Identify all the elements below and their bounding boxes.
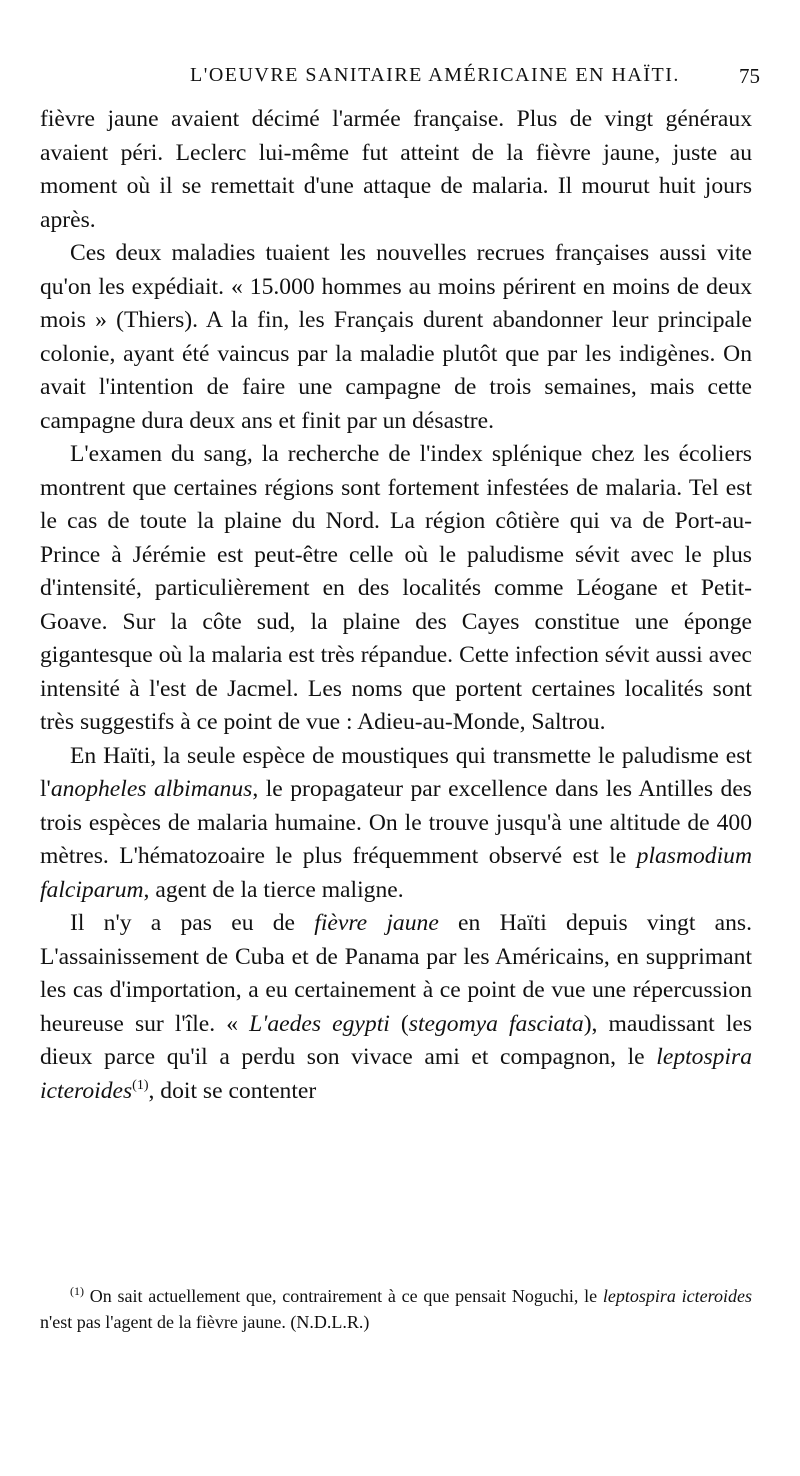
footnote-text-a: On sait actuellement que, contrairement à ce que pensait Noguchi, le (84, 1286, 603, 1306)
paragraph-5 (40, 907, 752, 1108)
footnote-mark: (1) (70, 1284, 84, 1298)
paragraph-5-text-a: Il n'y a pas eu de (70, 910, 315, 936)
paragraph-4-text-c: , agent de la tierce maligne. (143, 876, 404, 903)
paragraph-2: Ces deux maladies tuaient les nouvelles recrues françaises aussi vite qu'on les expédiait. « 15.000 hommes au moins périrent en moins de deux mois » (Thiers). A la fin, les Français durent abandonner leur principale colonie, ayant été vaincus par la maladie plutôt que par les indigènes. On avait l'intention de faire une campagne de trois semaines, mais cette campagne dura deux ans et finit par un désastre. (40, 240, 752, 434)
footnote-species: leptospira icteroides (602, 1286, 752, 1306)
paragraph-4 (40, 740, 752, 908)
page-header (40, 64, 760, 98)
paragraph-1: fièvre jaune avaient décimé l'armée française. Plus de vingt généraux avaient péri. Leclerc lui-même fut atteint de la fièvre jaune, juste au moment où il se remettait d'une attaque de malaria. Il mourut huit jours après. (40, 106, 752, 233)
paragraph-5-text-d: ), maudissant les dieux parce qu'il a perdu son vivace ami et compagnon, le (40, 1010, 753, 1070)
species-aedes: L'aedes egypti (249, 1010, 390, 1037)
footnote (40, 1283, 752, 1335)
species-stegomya: stegomya fasciata (408, 1010, 584, 1037)
footnote-text (40, 1283, 752, 1335)
paragraph-5-text-b: en Haïti depuis vingt ans. L'assainissement de Cuba et de Panama par les Américains, en supprimant les cas d'importation, a eu certainement à ce point de vue une répercussion heureuse sur l'île. « (40, 910, 752, 1037)
paragraph-4-text-a: En Haïti, la seule espèce de moustiques qui transmette le paludisme est l' (40, 742, 752, 802)
body-text (40, 103, 752, 1108)
paragraph-5-text-e: , doit se contenter (148, 1077, 317, 1104)
footnote-text-b: n'est pas l'agent de la fièvre jaune. (N.D.L.R.) (40, 1312, 370, 1332)
paragraph-5-text-c: ( (389, 1010, 409, 1037)
paragraph-4-text-b: , le propagateur par excellence dans les Antilles des trois espèces de malaria humaine. On le trouve jusqu'à une altitude de 400 mètres. L'hématozoaire le plus fréquemment observé est le (40, 776, 752, 869)
species-anopheles: anopheles albimanus (50, 776, 253, 802)
footnote-reference[interactable]: (1) (132, 1077, 149, 1093)
species-leptospira: leptospira icteroides (40, 1044, 752, 1104)
species-plasmodium: plasmodium falciparum (40, 843, 752, 903)
page-number: 75 (739, 64, 760, 88)
term-fievre-jaune: fièvre jaune (314, 910, 439, 936)
paragraph-3: L'examen du sang, la recherche de l'index splénique chez les écoliers montrent que certaines régions sont fortement infestées de malaria. Tel est le cas de toute la plaine du Nord. La région côtière qui va de Port-au-Prince à Jérémie est peut-être celle où le paludisme sévit avec le plus d'intensité, particulièrement en des localités comme Léogane et Petit-Goave. Sur la côte sud, la plaine des Cayes constitue une éponge gigantesque où la malaria est très répandue. Cette infection sévit aussi avec intensité à l'est de Jacmel. Les noms que portent certaines localités sont très suggestifs à ce point de vue : Adieu-au-Monde, Saltrou. (40, 441, 752, 735)
running-title: L'OEUVRE SANITAIRE AMÉRICAINE EN HAÏTI. (190, 64, 680, 86)
